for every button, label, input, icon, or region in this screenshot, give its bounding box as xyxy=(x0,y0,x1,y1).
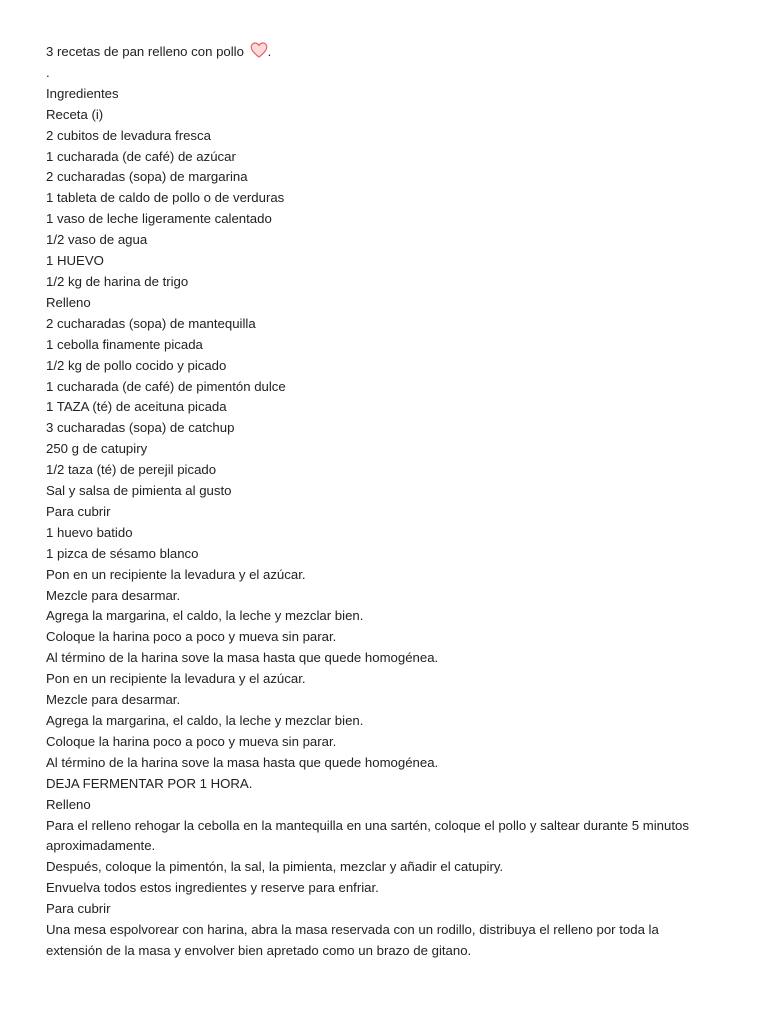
text-line: 1 cucharada (de café) de pimentón dulce xyxy=(46,378,286,394)
document-body xyxy=(46,42,726,962)
text-line: 2 cucharadas (sopa) de margarina xyxy=(46,169,248,185)
text-line: 1/2 kg de pollo cocido y picado xyxy=(46,357,227,373)
text-line: Mezcle para desarmar. xyxy=(46,692,181,708)
text-line: Para cubrir xyxy=(46,503,111,519)
text-line: Coloque la harina poco a poco y mueva sin parar. xyxy=(46,733,337,749)
text-line: 1 tableta de caldo de pollo o de verduras xyxy=(46,190,285,206)
text-line: 1/2 kg de harina de trigo xyxy=(46,273,189,289)
text-line: 2 cucharadas (sopa) de mantequilla xyxy=(46,315,256,331)
text-line: Relleno xyxy=(46,294,91,310)
text-line: 3 cucharadas (sopa) de catchup xyxy=(46,420,235,436)
text-line: Pon en un recipiente la levadura y el azúcar. xyxy=(46,671,306,687)
text-line: Al término de la harina sove la masa hasta que quede homogénea. xyxy=(46,650,439,666)
title-text: 3 recetas de pan relleno con pollo xyxy=(46,44,244,59)
text-line: Para el relleno rehogar la cebolla en la mantequilla en una sartén, coloque el pollo y saltear durante 5 minutos xyxy=(46,817,689,833)
text-line: Agrega la margarina, el caldo, la leche y mezclar bien. xyxy=(46,713,364,728)
text-line: Envuelva todos estos ingredientes y reserve para enfriar. xyxy=(46,880,379,896)
text-line: 1 pizca de sésamo blanco xyxy=(46,545,199,561)
text-line: . xyxy=(46,64,50,80)
text-line: Agrega la margarina, el caldo, la leche y mezclar bien. xyxy=(46,608,364,624)
text-line: Ingredientes xyxy=(46,85,119,101)
text-line: 250 g de catupiry xyxy=(46,441,148,457)
text-line: Pon en un recipiente la levadura y el azúcar. xyxy=(46,566,306,582)
text-line: DEJA FERMENTAR POR 1 HORA. xyxy=(46,775,253,791)
text-line: 1/2 vaso de agua xyxy=(46,232,148,248)
text-line: Después, coloque la pimentón, la sal, la pimienta, mezclar y añadir el catupiry. xyxy=(46,859,504,875)
text-line: 1 cebolla finamente picada xyxy=(46,336,203,352)
text-line: 1/2 taza (té) de perejil picado xyxy=(46,462,217,478)
text-line: extensión de la masa y envolver bien apretado como un brazo de gitano. xyxy=(46,942,472,958)
text-line: 1 cucharada (de café) de azúcar xyxy=(46,148,236,164)
text-line: Receta (i) xyxy=(46,106,104,122)
text-line: Relleno xyxy=(46,796,91,812)
text-line: 1 HUEVO xyxy=(46,253,104,269)
text-line: Mezcle para desarmar. xyxy=(46,587,181,603)
text-line: Para cubrir xyxy=(46,901,111,917)
heart-icon xyxy=(250,42,268,58)
text-line: Sal y salsa de pimienta al gusto xyxy=(46,483,232,499)
text-line: aproximadamente. xyxy=(46,838,156,854)
document-lines xyxy=(46,63,726,962)
text-line: 1 vaso de leche ligeramente calentado xyxy=(46,211,272,227)
title-suffix: . xyxy=(267,44,272,59)
text-line: Una mesa espolvorear con harina, abra la masa reservada con un rodillo, distribuya el relleno por toda la xyxy=(46,922,659,938)
text-line: 1 TAZA (té) de aceituna picada xyxy=(46,399,227,415)
text-line: Al término de la harina sove la masa hasta que quede homogénea. xyxy=(46,754,439,770)
text-line: 1 huevo batido xyxy=(46,524,133,540)
text-line: Coloque la harina poco a poco y mueva sin parar. xyxy=(46,629,337,645)
document-title xyxy=(46,42,726,63)
text-line: 2 cubitos de levadura fresca xyxy=(46,127,211,143)
